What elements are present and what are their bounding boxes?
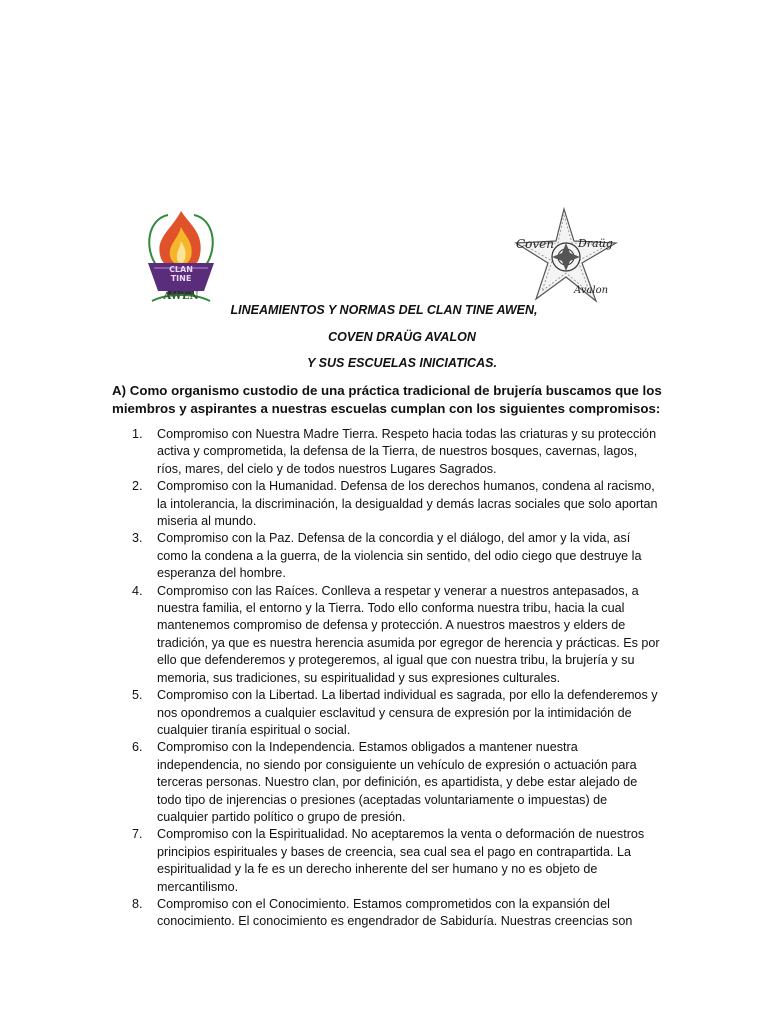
heading-line-1: LINEAMIENTOS Y NORMAS DEL CLAN TINE AWEN, — [230, 303, 538, 317]
logo-text-draug: Draüg — [578, 237, 613, 250]
list-item — [112, 896, 660, 931]
list-item-number: 8. — [132, 896, 143, 911]
logo-text-awen: AWEN — [163, 291, 199, 302]
list-item-number: 4. — [132, 583, 143, 598]
intro-paragraph: A) Como organismo custodio de una práctica tradicional de brujería buscamos que los miembros y aspirantes a nuestras escuelas cumplan con los siguientes compromisos: — [112, 383, 662, 416]
commitments-list — [112, 426, 660, 931]
list-item-number: 6. — [132, 740, 143, 755]
list-item-text: Compromiso con la Paz. Defensa de la concordia y el diálogo, del amor y la vida, así como la condena a la guerra, de la violencia sin sentido, del odio ciego que destruye la esperanza del hombre. — [157, 531, 642, 581]
list-item-text: Compromiso con el Conocimiento. Estamos comprometidos con la expansión del conocimiento. El conocimiento es engendrador de Sabiduría. Nuestras creencias son — [157, 896, 633, 929]
list-item-number: 2. — [132, 479, 143, 494]
list-item — [112, 426, 660, 478]
logo-text-avalon: Avalon — [574, 285, 609, 296]
list-item-text: Compromiso con la Humanidad. Defensa de los derechos humanos, condena al racismo, la intolerancia, la discriminación, la desigualdad y demás lacras sociales que solo aportan miseria al mundo. — [157, 479, 658, 529]
list-item — [112, 739, 660, 826]
list-item-number: 3. — [132, 531, 143, 546]
list-item — [112, 530, 660, 582]
list-item — [112, 478, 660, 530]
logo-text-coven: Coven — [516, 237, 555, 251]
clan-tine-awen-logo — [138, 207, 224, 305]
coven-draug-avalon-logo — [512, 205, 624, 305]
logo-text-clan: CLAN — [169, 265, 193, 274]
list-item-text: Compromiso con las Raíces. Conlleva a respetar y venerar a nuestros antepasados, a nuestra familia, el entorno y la Tierra. Todo ello conforma nuestra tribu, hacia la cual mantenemos compromiso de defensa y protección. A nuestros maestros y elders de tradición, ya que es nuestra herencia asumida por egregor de herencia y prácticas. Es por ello que defenderemos y protegeremos, al igual que con nuestra tribu, la brujería y su memoria, sus tradiciones, su espiritualidad y sus expresiones culturales. — [157, 583, 660, 685]
list-item-number: 7. — [132, 827, 143, 842]
list-item-text: Compromiso con la Independencia. Estamos obligados a mantener nuestra independencia, no siendo por consiguiente un vehículo de expresión o actuación para terceras personas. Nuestro clan, por definición, es apartidista, y debe estar alejado de todo tipo de injerencias o presiones (aceptadas voluntariamente o impuestas) de cualquier partido político o grupo de presión. — [157, 740, 638, 824]
logo-text-tine: TINE — [170, 274, 192, 283]
heading-line-2: COVEN DRAÜG AVALON — [328, 330, 476, 344]
list-item-number: 1. — [132, 427, 143, 441]
list-item-text: Compromiso con la Libertad. La libertad individual es sagrada, por ello la defenderemos y nos opondremos a cualquier esclavitud y censura de expresión por la intimidación de cualquier tiranía espiritual o social. — [157, 688, 658, 737]
list-item-number: 5. — [132, 688, 143, 703]
list-item — [112, 687, 660, 739]
list-item-text: Compromiso con Nuestra Madre Tierra. Respeto hacia todas las criaturas y su protección activa y comprometida, la defensa de la Tierra, de nuestros bosques, cavernas, lagos, ríos, mares, del cielo y de todos nuestros Lugares Sagrados. — [157, 427, 657, 476]
list-item — [112, 826, 660, 896]
list-item — [112, 583, 660, 687]
heading-line-3: Y SUS ESCUELAS INICIATICAS. — [307, 356, 497, 370]
list-item-text: Compromiso con la Espiritualidad. No aceptaremos la venta o deformación de nuestros principios espirituales y bases de creencia, sea cual sea el pago en contrapartida. La espiritualidad y la fe es un derecho inherente del ser humano y no es objeto de mercantilismo. — [157, 827, 645, 894]
